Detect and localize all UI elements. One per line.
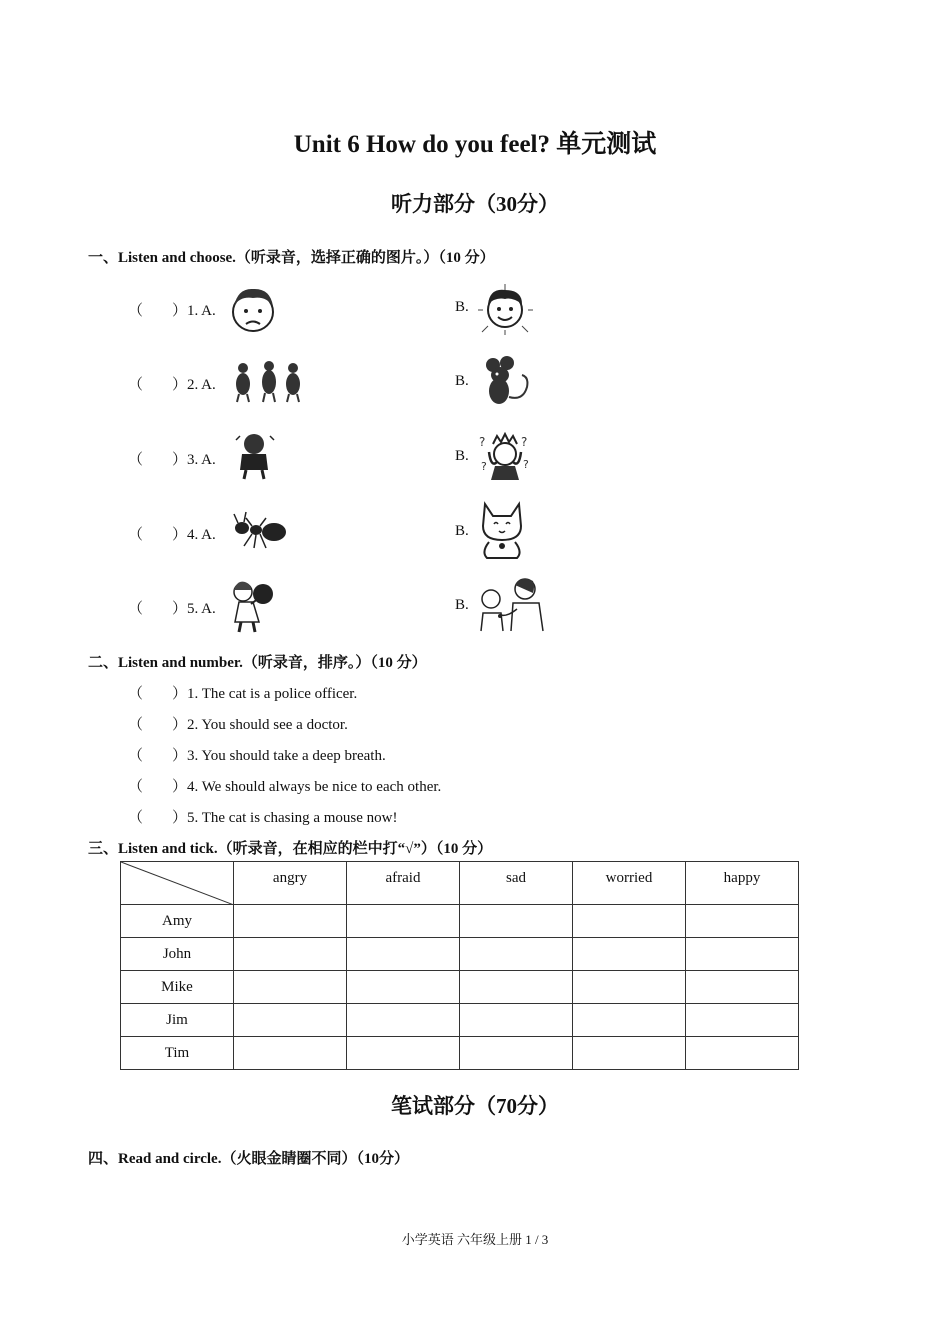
diagonal-line <box>121 862 234 905</box>
option-a-label: ）4. A. <box>172 527 216 543</box>
tick-cell[interactable] <box>347 1004 460 1037</box>
answer-bracket: （ <box>128 810 144 826</box>
list-item: ）5. The cat is chasing a mouse now! <box>172 810 398 826</box>
question-2-heading: 二、Listen and number.（听录音，排序。）（10 分） <box>88 655 427 671</box>
table-row <box>121 1004 799 1037</box>
tick-cell[interactable] <box>347 971 460 1004</box>
svg-text:?: ? <box>521 435 528 449</box>
column-header: happy <box>686 862 799 905</box>
table-row <box>121 938 799 971</box>
angry-child-image <box>232 432 276 480</box>
column-header: afraid <box>347 862 460 905</box>
tick-cell[interactable] <box>573 905 686 938</box>
option-b-label: B. <box>455 597 469 613</box>
table-header-row <box>121 862 799 905</box>
row-header: Jim <box>121 1004 234 1037</box>
column-header: worried <box>573 862 686 905</box>
cat-image <box>477 500 527 560</box>
ant-image <box>232 510 290 552</box>
page-footer: 小学英语 六年级上册 1 / 3 <box>401 1232 549 1247</box>
tick-cell[interactable] <box>460 938 573 971</box>
tick-cell[interactable] <box>234 938 347 971</box>
list-item: ）3. You should take a deep breath. <box>172 748 386 764</box>
tick-cell[interactable] <box>234 905 347 938</box>
tick-cell[interactable] <box>234 971 347 1004</box>
row-header: Tim <box>121 1037 234 1070</box>
three-mice-image <box>231 358 305 404</box>
option-b-label: B. <box>455 523 469 539</box>
list-item: ）1. The cat is a police officer. <box>172 686 358 702</box>
question-1-heading: 一、Listen and choose.（听录音，选择正确的图片。）（10 分） <box>88 250 495 266</box>
row-header: Amy <box>121 905 234 938</box>
option-b-label: B. <box>455 373 469 389</box>
svg-text:?: ? <box>523 458 529 471</box>
row-header: John <box>121 938 234 971</box>
listening-section-title: 听力部分（30分） <box>391 192 559 216</box>
tick-cell[interactable] <box>686 971 799 1004</box>
happy-boy-face-image <box>476 282 534 336</box>
answer-bracket: （ <box>128 686 144 702</box>
option-a-label: ）5. A. <box>172 601 216 617</box>
answer-bracket: （ <box>128 601 144 617</box>
mouse-image <box>477 355 533 407</box>
option-b-label: B. <box>455 448 469 464</box>
tick-cell[interactable] <box>234 1004 347 1037</box>
answer-bracket: （ <box>128 779 144 795</box>
table-row <box>121 971 799 1004</box>
option-b-label: B. <box>455 299 469 315</box>
sad-boy-face-image <box>226 284 280 334</box>
tick-cell[interactable] <box>460 1037 573 1070</box>
option-a-label: ）3. A. <box>172 452 216 468</box>
question-3-heading: 三、Listen and tick.（听录音，在相应的栏中打“√”）（10 分） <box>88 841 493 857</box>
column-header: angry <box>234 862 347 905</box>
tick-cell[interactable] <box>573 1037 686 1070</box>
tick-cell[interactable] <box>573 1004 686 1037</box>
tick-table <box>120 861 799 1070</box>
table-row <box>121 905 799 938</box>
tick-cell[interactable] <box>347 1037 460 1070</box>
answer-bracket: （ <box>128 303 144 319</box>
tick-cell[interactable] <box>460 905 573 938</box>
tick-cell[interactable] <box>347 938 460 971</box>
girl-with-ball-image <box>229 578 277 634</box>
table-row <box>121 1037 799 1070</box>
tick-cell[interactable] <box>686 905 799 938</box>
option-a-label: ）1. A. <box>172 303 216 319</box>
tick-cell[interactable] <box>686 1037 799 1070</box>
tick-cell[interactable] <box>460 1004 573 1037</box>
question-4-heading: 四、Read and circle.（火眼金睛圈不同）（10分） <box>88 1151 409 1167</box>
list-item: ）4. We should always be nice to each other. <box>172 779 442 795</box>
answer-bracket: （ <box>128 717 144 733</box>
tick-cell[interactable] <box>573 971 686 1004</box>
row-header: Mike <box>121 971 234 1004</box>
column-header: sad <box>460 862 573 905</box>
tick-cell[interactable] <box>686 938 799 971</box>
page-title: Unit 6 How do you feel? 单元测试 <box>293 131 657 158</box>
option-a-label: ）2. A. <box>172 377 216 393</box>
writing-section-title: 笔试部分（70分） <box>391 1094 559 1118</box>
worried-boy-image <box>477 432 533 482</box>
tick-cell[interactable] <box>686 1004 799 1037</box>
tick-cell[interactable] <box>573 938 686 971</box>
svg-text:?: ? <box>479 435 486 449</box>
tick-cell[interactable] <box>347 905 460 938</box>
answer-bracket: （ <box>128 748 144 764</box>
tick-cell[interactable] <box>460 971 573 1004</box>
list-item: ）2. You should see a doctor. <box>172 717 348 733</box>
tick-cell[interactable] <box>234 1037 347 1070</box>
doctor-and-patient-image <box>477 575 549 633</box>
answer-bracket: （ <box>128 377 144 393</box>
answer-bracket: （ <box>128 527 144 543</box>
answer-bracket: （ <box>128 452 144 468</box>
table-corner-cell <box>121 862 234 905</box>
svg-text:?: ? <box>481 460 487 473</box>
